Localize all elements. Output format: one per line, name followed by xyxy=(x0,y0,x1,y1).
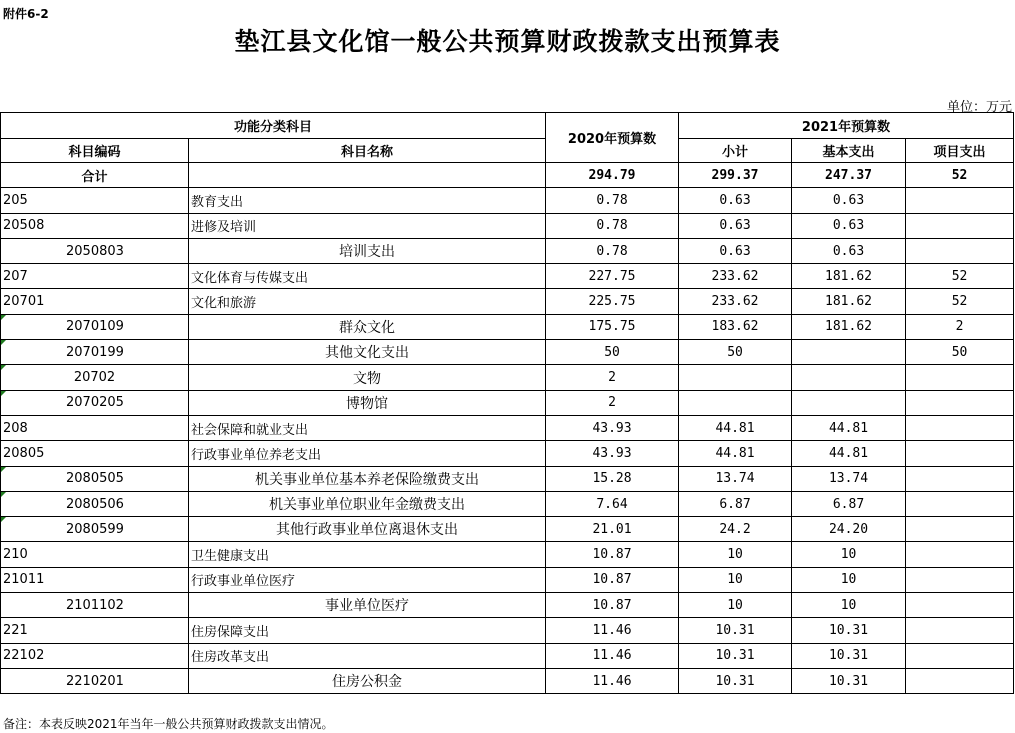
row-basic: 10.31 xyxy=(792,618,906,643)
row-code: 210 xyxy=(1,542,189,567)
row-code: 207 xyxy=(1,264,189,289)
budget-table xyxy=(0,112,1014,694)
table-row xyxy=(1,340,1014,365)
row-name: 群众文化 xyxy=(189,314,546,339)
row-subtotal: 24.2 xyxy=(679,517,792,542)
table-row xyxy=(1,567,1014,592)
row-b2020: 43.93 xyxy=(546,415,679,440)
row-b2020: 50 xyxy=(546,340,679,365)
row-basic: 10 xyxy=(792,593,906,618)
header-basic: 基本支出 xyxy=(792,139,906,163)
row-name: 文物 xyxy=(189,365,546,390)
row-b2020: 227.75 xyxy=(546,264,679,289)
row-basic: 181.62 xyxy=(792,314,906,339)
total-name-cell xyxy=(189,163,546,188)
row-project xyxy=(906,188,1014,213)
row-name: 文化体育与传媒支出 xyxy=(189,264,546,289)
table-row xyxy=(1,415,1014,440)
row-name: 其他文化支出 xyxy=(189,340,546,365)
row-subtotal: 0.63 xyxy=(679,213,792,238)
row-basic: 10.31 xyxy=(792,643,906,668)
row-b2020: 11.46 xyxy=(546,668,679,693)
row-subtotal: 50 xyxy=(679,340,792,365)
row-b2020: 0.78 xyxy=(546,188,679,213)
table-row xyxy=(1,314,1014,339)
row-code: 22102 xyxy=(1,643,189,668)
row-subtotal: 10 xyxy=(679,567,792,592)
row-code: 2080505 xyxy=(1,466,189,491)
table-row xyxy=(1,289,1014,314)
row-name: 进修及培训 xyxy=(189,213,546,238)
row-name: 机关事业单位基本养老保险缴费支出 xyxy=(189,466,546,491)
row-code: 20702 xyxy=(1,365,189,390)
row-b2020: 2 xyxy=(546,390,679,415)
row-project xyxy=(906,643,1014,668)
table-row xyxy=(1,668,1014,693)
row-subtotal: 10.31 xyxy=(679,643,792,668)
row-name: 事业单位医疗 xyxy=(189,593,546,618)
row-basic: 0.63 xyxy=(792,188,906,213)
row-code: 2210201 xyxy=(1,668,189,693)
table-row xyxy=(1,264,1014,289)
row-b2020: 10.87 xyxy=(546,542,679,567)
row-name: 住房保障支出 xyxy=(189,618,546,643)
row-b2020: 11.46 xyxy=(546,643,679,668)
row-subtotal: 10.31 xyxy=(679,618,792,643)
header-budget-2020: 2020年预算数 xyxy=(546,113,679,163)
row-subtotal: 13.74 xyxy=(679,466,792,491)
row-name: 教育支出 xyxy=(189,188,546,213)
row-project xyxy=(906,491,1014,516)
table-row xyxy=(1,390,1014,415)
row-name: 博物馆 xyxy=(189,390,546,415)
row-subtotal: 10 xyxy=(679,542,792,567)
row-name: 培训支出 xyxy=(189,238,546,263)
row-name: 行政事业单位医疗 xyxy=(189,567,546,592)
header-budget-2021: 2021年预算数 xyxy=(679,113,1014,139)
row-basic: 10 xyxy=(792,542,906,567)
row-b2020: 10.87 xyxy=(546,593,679,618)
row-b2020: 15.28 xyxy=(546,466,679,491)
table-row xyxy=(1,441,1014,466)
row-name: 社会保障和就业支出 xyxy=(189,415,546,440)
total-project: 52 xyxy=(906,163,1014,188)
row-code: 221 xyxy=(1,618,189,643)
row-subtotal: 233.62 xyxy=(679,264,792,289)
row-b2020: 2 xyxy=(546,365,679,390)
row-subtotal xyxy=(679,390,792,415)
row-name: 文化和旅游 xyxy=(189,289,546,314)
row-code: 20805 xyxy=(1,441,189,466)
row-basic: 6.87 xyxy=(792,491,906,516)
row-subtotal xyxy=(679,365,792,390)
row-subtotal: 183.62 xyxy=(679,314,792,339)
row-code: 2080506 xyxy=(1,491,189,516)
row-subtotal: 44.81 xyxy=(679,415,792,440)
row-project xyxy=(906,238,1014,263)
row-project: 50 xyxy=(906,340,1014,365)
row-subtotal: 233.62 xyxy=(679,289,792,314)
row-code: 20508 xyxy=(1,213,189,238)
row-basic xyxy=(792,340,906,365)
row-basic: 24.20 xyxy=(792,517,906,542)
row-name: 行政事业单位养老支出 xyxy=(189,441,546,466)
row-code: 2080599 xyxy=(1,517,189,542)
total-basic: 247.37 xyxy=(792,163,906,188)
table-row xyxy=(1,618,1014,643)
row-name: 住房改革支出 xyxy=(189,643,546,668)
page-title: 垫江县文化馆一般公共预算财政拨款支出预算表 xyxy=(234,27,781,56)
total-row xyxy=(1,163,1014,188)
row-code: 21011 xyxy=(1,567,189,592)
row-b2020: 0.78 xyxy=(546,238,679,263)
row-project xyxy=(906,517,1014,542)
row-name: 其他行政事业单位离退休支出 xyxy=(189,517,546,542)
table-row xyxy=(1,491,1014,516)
row-basic: 181.62 xyxy=(792,289,906,314)
row-basic: 44.81 xyxy=(792,441,906,466)
row-b2020: 10.87 xyxy=(546,567,679,592)
row-subtotal: 44.81 xyxy=(679,441,792,466)
row-code: 2070109 xyxy=(1,314,189,339)
unit-label: 单位：万元 xyxy=(946,100,1012,115)
row-project xyxy=(906,542,1014,567)
row-basic: 0.63 xyxy=(792,213,906,238)
row-code: 20701 xyxy=(1,289,189,314)
row-project: 52 xyxy=(906,264,1014,289)
row-subtotal: 0.63 xyxy=(679,238,792,263)
table-row xyxy=(1,188,1014,213)
header-project: 项目支出 xyxy=(906,139,1014,163)
header-name: 科目名称 xyxy=(189,139,546,163)
table-row xyxy=(1,517,1014,542)
row-code: 2050803 xyxy=(1,238,189,263)
row-b2020: 7.64 xyxy=(546,491,679,516)
table-row xyxy=(1,542,1014,567)
row-b2020: 43.93 xyxy=(546,441,679,466)
row-subtotal: 6.87 xyxy=(679,491,792,516)
row-code: 208 xyxy=(1,415,189,440)
row-name: 卫生健康支出 xyxy=(189,542,546,567)
row-code: 2101102 xyxy=(1,593,189,618)
table-row xyxy=(1,365,1014,390)
row-basic: 181.62 xyxy=(792,264,906,289)
row-project xyxy=(906,567,1014,592)
row-b2020: 21.01 xyxy=(546,517,679,542)
row-project xyxy=(906,390,1014,415)
row-project xyxy=(906,668,1014,693)
row-project xyxy=(906,466,1014,491)
table-row xyxy=(1,213,1014,238)
row-code: 205 xyxy=(1,188,189,213)
row-subtotal: 10.31 xyxy=(679,668,792,693)
attachment-label: 附件6-2 xyxy=(3,7,49,21)
row-project: 2 xyxy=(906,314,1014,339)
table-row xyxy=(1,593,1014,618)
header-subtotal: 小计 xyxy=(679,139,792,163)
row-code: 2070199 xyxy=(1,340,189,365)
row-project xyxy=(906,365,1014,390)
row-basic: 10.31 xyxy=(792,668,906,693)
row-project xyxy=(906,213,1014,238)
row-basic: 13.74 xyxy=(792,466,906,491)
row-basic xyxy=(792,365,906,390)
row-b2020: 225.75 xyxy=(546,289,679,314)
row-name: 机关事业单位职业年金缴费支出 xyxy=(189,491,546,516)
row-name: 住房公积金 xyxy=(189,668,546,693)
row-project xyxy=(906,415,1014,440)
total-subtotal: 299.37 xyxy=(679,163,792,188)
row-b2020: 11.46 xyxy=(546,618,679,643)
table-row xyxy=(1,643,1014,668)
row-project: 52 xyxy=(906,289,1014,314)
row-basic xyxy=(792,390,906,415)
header-code: 科目编码 xyxy=(1,139,189,163)
table-row xyxy=(1,466,1014,491)
total-label: 合计 xyxy=(1,163,189,188)
row-basic: 44.81 xyxy=(792,415,906,440)
row-b2020: 175.75 xyxy=(546,314,679,339)
row-project xyxy=(906,441,1014,466)
row-subtotal: 10 xyxy=(679,593,792,618)
row-basic: 0.63 xyxy=(792,238,906,263)
row-code: 2070205 xyxy=(1,390,189,415)
row-b2020: 0.78 xyxy=(546,213,679,238)
header-func-class: 功能分类科目 xyxy=(1,113,546,139)
table-row xyxy=(1,238,1014,263)
row-project xyxy=(906,618,1014,643)
total-b2020: 294.79 xyxy=(546,163,679,188)
row-subtotal: 0.63 xyxy=(679,188,792,213)
row-basic: 10 xyxy=(792,567,906,592)
row-project xyxy=(906,593,1014,618)
footnote: 备注：本表反映2021年当年一般公共预算财政拨款支出情况。 xyxy=(3,717,334,731)
